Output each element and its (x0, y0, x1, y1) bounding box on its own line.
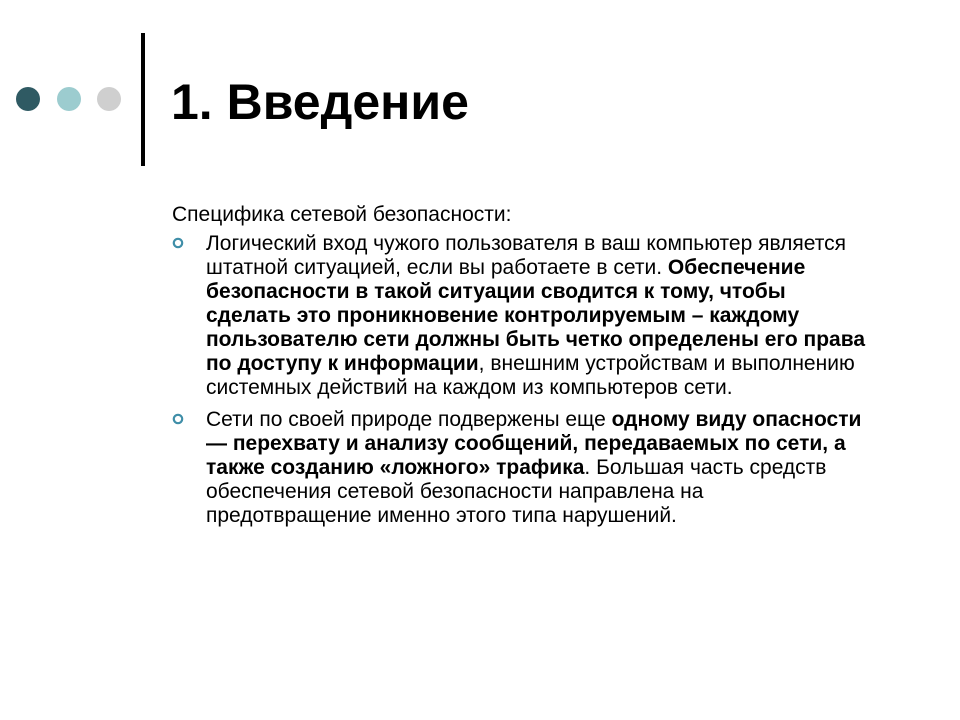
decor-dot-light (57, 87, 81, 111)
bullet-1-text-end: , внешним устройствам и выполнению системных действий на каждом из компьютеров сети. (206, 352, 855, 399)
ring-bullet-icon (172, 237, 184, 249)
title-divider-line (141, 33, 145, 166)
bullet-1-emphasis: Обеспечение безопасности в такой ситуации сводится к тому, чтобы сделать это проникновение контролируемым – каждому пользователю сети должны быть четко определены его права по доступу к информации (206, 256, 866, 375)
slide-body (172, 203, 892, 536)
bullet-item-2 (172, 408, 870, 528)
bullet-2-emphasis: одному виду опасности — перехвату и анализу сообщений, передаваемых по сети, а также созданию «ложного» трафика (206, 408, 862, 479)
bullet-1-text: Логический вход чужого пользователя в ваш компьютер является штатной ситуацией, если вы работаете в сети. (206, 232, 847, 279)
decor-dot-dark (16, 87, 40, 111)
bullet-list (172, 232, 892, 528)
bullet-2-text: Сети по своей природе подвержены еще (206, 408, 612, 431)
ring-bullet-icon (172, 413, 184, 425)
slide-title: 1. Введение (171, 74, 469, 130)
bullet-item-1 (172, 232, 870, 400)
bullet-2-text-end: . Большая часть средств обеспечения сетевой безопасности направлена на предотвращение именно этого типа нарушений. (206, 456, 827, 527)
decor-dot-gray (97, 87, 121, 111)
intro-text: Специфика сетевой безопасности: (172, 203, 512, 226)
